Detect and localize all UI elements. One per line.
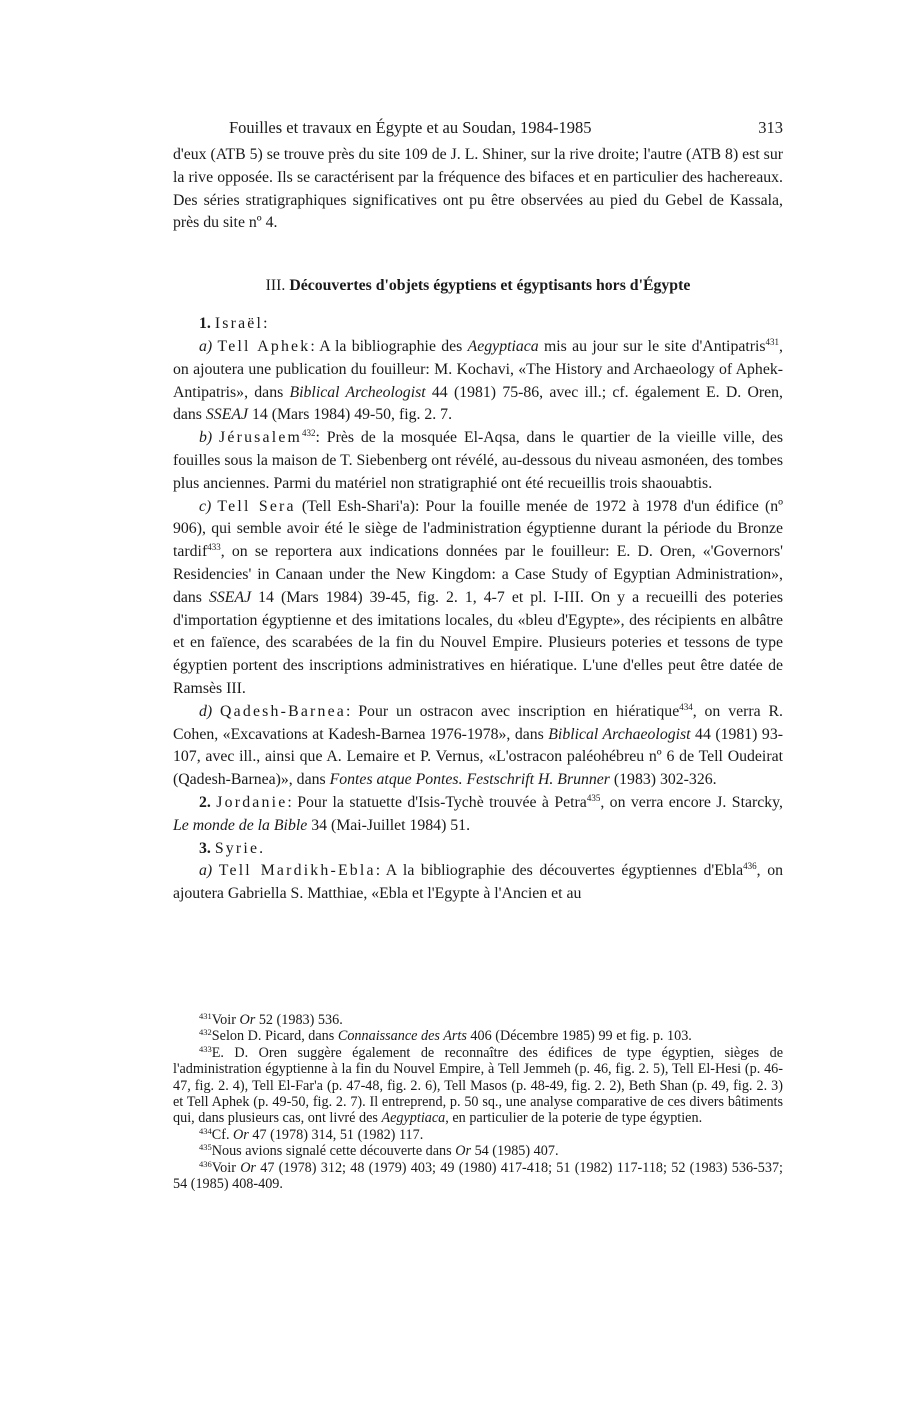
text: 44 (1981) 75-86, avec ill.; cf. également E. D. Oren, dans bbox=[173, 383, 783, 424]
footnote-number: 435 bbox=[199, 1142, 212, 1153]
text: Selon D. Picard, dans bbox=[211, 1028, 338, 1045]
list-heading-syrie: 3. Syrie. bbox=[199, 839, 264, 857]
italic-title: Le monde de la Bible bbox=[173, 816, 308, 834]
main-text bbox=[173, 144, 783, 906]
text: 54 (1985) 407. bbox=[471, 1143, 559, 1160]
intro-paragraph: d'eux (ATB 5) se trouve près du site 109 de J. L. Shiner, sur la rive droite; l'autre (ATB 8) est sur la rive opposée. Ils se caractérisent par la fréquence des bifaces et en particulier des hachereaux. Des séries stratigraphiques significatives ont pu être observées au pied du Gebel de Kassala, près du site nº 4. bbox=[173, 146, 783, 232]
text: Voir bbox=[211, 1159, 241, 1176]
list-heading-israel: 1. Israël: bbox=[199, 315, 268, 333]
italic-title: Aegyptiaca bbox=[467, 337, 539, 355]
footnote-433 bbox=[173, 1045, 783, 1127]
text: Voir bbox=[211, 1012, 240, 1028]
footnote-number: 436 bbox=[199, 1158, 212, 1169]
footnote-ref[interactable]: 435 bbox=[586, 792, 601, 803]
running-title: Fouilles et travaux en Égypte et au Soudan, 1984-1985 bbox=[229, 118, 592, 137]
entry-tell-sera bbox=[173, 496, 783, 701]
entry-jerusalem bbox=[173, 427, 783, 495]
site-name: Qadesh-Barnea bbox=[220, 702, 347, 720]
italic-title: SSEAJ bbox=[205, 406, 249, 424]
text: 14 (Mars 1984) 49-50, fig. 2. 7. bbox=[248, 406, 453, 424]
footnote-ref[interactable]: 433 bbox=[207, 542, 221, 553]
page-number: 313 bbox=[758, 118, 783, 137]
section-heading bbox=[173, 275, 783, 297]
text: (1983) 302-326. bbox=[609, 771, 717, 789]
text: : A la bibliographie des bbox=[310, 337, 468, 355]
text: Nous avions signalé cette découverte dans bbox=[211, 1143, 456, 1160]
site-name: Tell Mardikh-Ebla bbox=[218, 862, 376, 880]
footnote-number: 431 bbox=[199, 1011, 212, 1021]
text: mis au jour sur le site d'Antipatris bbox=[538, 337, 766, 355]
running-header bbox=[173, 118, 783, 144]
entry-letter: c) bbox=[199, 497, 212, 515]
italic-title: Or bbox=[455, 1143, 472, 1160]
text: 34 (Mai-Juillet 1984) 51. bbox=[307, 816, 471, 834]
footnote-436 bbox=[173, 1160, 783, 1193]
site-name: Jérusalem bbox=[219, 429, 303, 447]
footnote-number: 433 bbox=[199, 1043, 212, 1054]
italic-title: Biblical Archaeologist bbox=[548, 725, 691, 743]
italic-title: Fontes atque Pontes. Festschrift H. Brunner bbox=[329, 771, 610, 789]
text: , on ajoutera Gabriella S. Matthiae, «Ebla et l'Egypte à l'Ancien et au bbox=[173, 862, 783, 903]
footnote-434 bbox=[173, 1127, 783, 1143]
footnote-ref[interactable]: 434 bbox=[679, 701, 693, 712]
footnote-432 bbox=[173, 1028, 783, 1044]
page-content bbox=[173, 118, 783, 906]
italic-title: Connaissance des Arts bbox=[337, 1028, 467, 1045]
footnote-ref[interactable]: 436 bbox=[743, 861, 757, 872]
text: : Pour un ostracon avec inscription en hiératique bbox=[346, 702, 680, 720]
text: 406 (Décembre 1985) 99 et fig. p. 103. bbox=[466, 1028, 692, 1045]
text: (Tell Esh-Shari'a): Pour la fouille menée de 1972 à 1978 d'un édifice (nº 906), qui semble avoir été le siège de l'administration égyptienne durant la période du Bronze tardif bbox=[173, 497, 784, 561]
text: , on se reportera aux indications données par le fouilleur: E. D. Oren, «'Governors' Residencies' in Canaan under the New Kingdom: a Case Study of Egyptian Administration», dans bbox=[173, 543, 783, 606]
footnote-431 bbox=[173, 1012, 783, 1028]
italic-title: SSEAJ bbox=[209, 588, 252, 606]
section-title: Découvertes d'objets égyptiens et égyptisants hors d'Égypte bbox=[289, 277, 691, 295]
entry-qadesh-barnea bbox=[173, 701, 783, 792]
text: 44 (1981) 93-107, avec ill., ainsi que A. Lemaire et P. Vernus, «L'ostracon paléohébreu nº 6 de Tell Oudeirat (Qadesh-Barnea)», dans bbox=[173, 725, 783, 789]
text: : Pour la statuette d'Isis-Tychè trouvée à Petra bbox=[287, 793, 587, 811]
text: : Près de la mosquée El-Aqsa, dans le quartier de la vieille ville, des fouilles sous la maison de T. Siebenberg ont révélé, au-dessous du niveau asmonéen, des tombes plus anciennes. Parmi du matériel non stratigraphié ont été recueillis trois shaouabtis. bbox=[173, 429, 783, 492]
text: 14 (Mars 1984) 39-45, fig. 2. 1, 4-7 et pl. I-III. On y a recueilli des poteries d'importation égyptienne et des imitations locales, du «bleu d'Egypte», des récipients en albâtre et en faïence, des scarabées de la fin du Nouvel Empire. Plusieurs poteries et tessons de type égyptien portent des inscriptions administratives en hiératique. L'une d'elles peut être datée de Ramsès III. bbox=[173, 588, 784, 697]
footnote-ref[interactable]: 432 bbox=[302, 428, 316, 439]
text: , en particulier de la poterie de type égyptien. bbox=[445, 1110, 703, 1127]
italic-title: Aegyptiaca bbox=[381, 1110, 446, 1127]
entry-jordanie bbox=[173, 792, 783, 838]
list-number: 3. bbox=[199, 839, 211, 857]
footnote-number: 434 bbox=[199, 1125, 212, 1136]
entry-letter: d) bbox=[199, 702, 213, 720]
text: Cf. bbox=[211, 1126, 234, 1143]
entry-tell-aphek bbox=[173, 336, 783, 427]
footnote-435 bbox=[173, 1143, 783, 1159]
text: 52 (1983) 536. bbox=[255, 1012, 343, 1028]
text: 47 (1978) 312; 48 (1979) 403; 49 (1980) 417-418; 51 (1982) 117-118; 52 (1983) 536-537; 54 (1985) 408-409. bbox=[173, 1159, 783, 1193]
entry-letter: a) bbox=[199, 862, 213, 880]
site-name: Tell Aphek bbox=[217, 337, 311, 355]
text: , on verra encore J. Starcky, bbox=[600, 793, 783, 811]
section-number: III. bbox=[265, 277, 286, 295]
site-name: Tell Sera bbox=[217, 497, 296, 515]
list-label: Syrie bbox=[214, 839, 260, 857]
text: : A la bibliographie des découvertes égyptiennes d'Ebla bbox=[375, 862, 744, 880]
italic-title: Or bbox=[239, 1012, 256, 1028]
text: , on verra R. Cohen, «Excavations at Kadesh-Barnea 1976-1978», dans bbox=[173, 702, 783, 743]
entry-letter: b) bbox=[199, 429, 213, 447]
list-number: 2. bbox=[199, 793, 211, 811]
italic-title: Or bbox=[233, 1126, 249, 1143]
text: 47 (1978) 314, 51 (1982) 117. bbox=[248, 1126, 424, 1143]
text: , on ajoutera une publication du fouilleur: M. Kochavi, «The History and Archaeology of Aphek-Antipatris», dans bbox=[173, 337, 783, 401]
list-number: 1. bbox=[199, 315, 211, 333]
list-label: Jordanie bbox=[216, 793, 288, 811]
entry-letter: a) bbox=[199, 337, 213, 355]
footnotes bbox=[173, 1012, 783, 1192]
italic-title: Biblical Archeologist bbox=[289, 383, 426, 401]
footnote-ref[interactable]: 431 bbox=[765, 336, 780, 347]
entry-tell-mardikh-ebla bbox=[173, 860, 783, 906]
footnote-number: 432 bbox=[199, 1027, 212, 1038]
text: E. D. Oren suggère également de reconnaître des édifices de type égyptien, sièges de l'administration égyptienne à la fin du Nouvel Empire, à Tell Jemmeh (p. 46, fig. 2. 5), Tell El-Hesi (p. 46-47, fig. 2. 4), Tell El-Far'a (p. 47-48, fig. 2. 6), Tell Masos (p. 48-49, fig. 2. 2), Beth Shan (p. 49, fig. 2. 3) et Tell Aphek (p. 49-50, fig. 2. 7). Il entreprend, p. 50 sq., une analyse comparative de ces divers bâtiments qui, dans plusieurs cas, ont livré des bbox=[173, 1044, 783, 1127]
list-label: Israël bbox=[214, 315, 264, 333]
italic-title: Or bbox=[240, 1159, 256, 1176]
